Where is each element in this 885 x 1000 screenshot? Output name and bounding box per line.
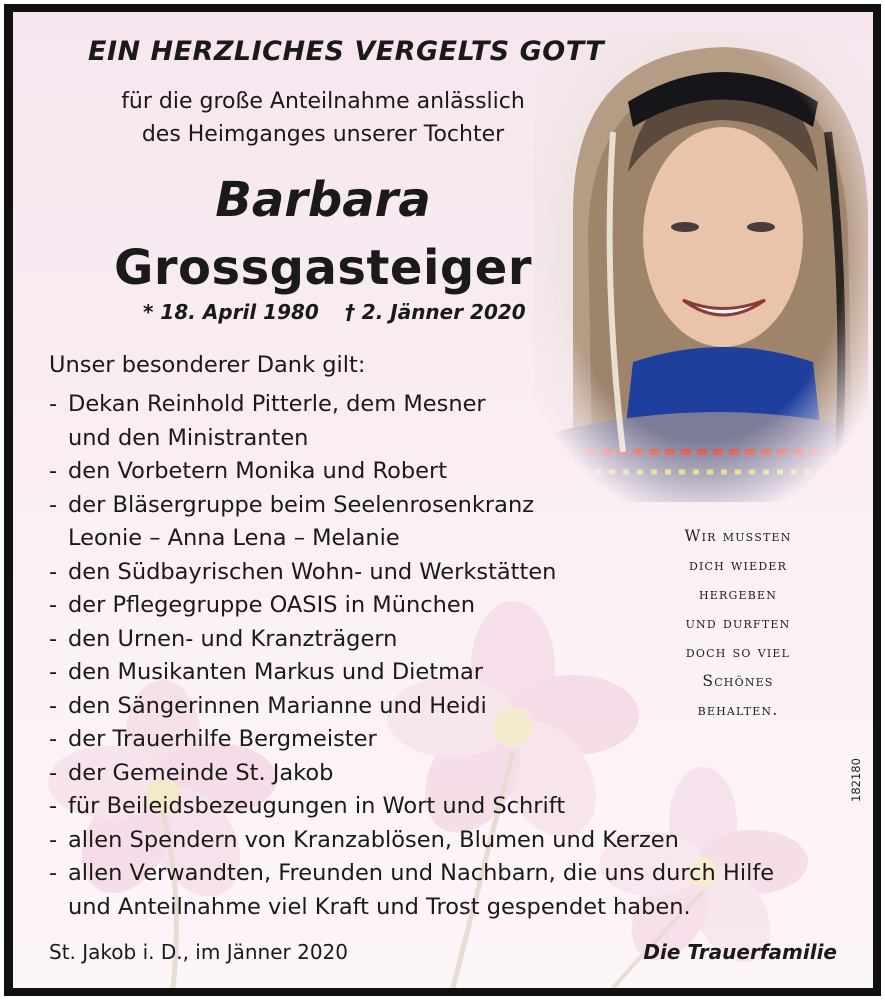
poem-line: dich wieder [688,556,788,574]
thanks-item-line: der Pflegegruppe OASIS in München [68,592,475,618]
thanks-item-line: allen Verwandten, Freunden und Nachbarn, die uns durch Hilfe [68,860,775,886]
list-dash: - [49,558,58,585]
thanks-item-line: allen Spendern von Kranzablösen, Blumen und Kerzen [68,826,679,853]
thanks-item-line: der Bläsergruppe beim Seelenrosenkranz [68,491,535,518]
thanks-item-line: der Trauerhilfe Bergmeister [68,726,377,752]
thanks-item-line: für Beileidsbezeugungen in Wort und Schrift [68,793,566,819]
list-dash: - [49,659,58,685]
intro-line: des Heimganges unserer Tochter [141,122,505,147]
thanks-item-line: den Sängerinnen Marianne und Heidi [68,692,487,719]
thanks-item-line: der Gemeinde St. Jakob [68,759,334,786]
thanks-item [49,857,774,924]
last-name: Grossgasteiger [113,240,533,296]
thanks-item-line: und den Ministranten [68,424,309,451]
thanks-item [49,757,774,791]
thanks-item [49,723,774,757]
birth-date: * 18. April 1980 [143,300,319,324]
poem-line: und durften [685,614,791,632]
list-dash: - [49,491,58,518]
signature: Die Trauerfamilie [643,940,837,964]
thanks-item-line: und Anteilnahme viel Kraft und Trost gespendet haben. [68,893,691,920]
poem-line: behalten. [697,701,779,719]
thanks-item-line: den Urnen- und Kranzträgern [68,625,398,652]
intro-line: für die große Anteilnahme anlässlich [121,89,525,114]
poem-line: doch so viel [685,643,791,661]
list-dash: - [49,592,58,618]
place-date: St. Jakob i. D., im Jänner 2020 [49,940,348,964]
list-dash: - [49,826,58,853]
list-dash: - [49,458,58,484]
list-dash: - [49,793,58,819]
list-dash: - [49,692,58,719]
thanks-item [49,824,774,858]
list-dash: - [49,860,58,886]
first-name: Barbara [215,172,431,228]
thanks-item [49,790,774,824]
thanks-item [49,455,774,489]
death-date: † 2. Jänner 2020 [344,300,526,324]
poem-line: Wir mussten [684,527,792,545]
thanks-item-line: den Südbayrischen Wohn- und Werkstätten [68,558,557,585]
poem-line: Schönes [702,672,774,690]
heading-title: EIN HERZLICHES VERGELTS GOTT [88,36,605,67]
list-dash: - [49,759,58,786]
thanks-item-line: Dekan Reinhold Pitterle, dem Mesner [68,391,486,417]
list-dash: - [49,391,58,417]
ad-code: 182180 [849,758,863,802]
life-dates [143,300,552,324]
list-dash: - [49,625,58,652]
poem [643,522,833,725]
thanks-intro: Unser besonderer Dank gilt: [49,352,366,378]
poem-line: hergeben [698,585,778,603]
thanks-item-line: den Vorbetern Monika und Robert [68,458,448,484]
thanks-item-line: den Musikanten Markus und Dietmar [68,659,484,685]
obituary-card [13,12,873,988]
thanks-item-line: Leonie – Anna Lena – Melanie [68,525,400,551]
list-dash: - [49,726,58,752]
thanks-item [49,388,774,455]
